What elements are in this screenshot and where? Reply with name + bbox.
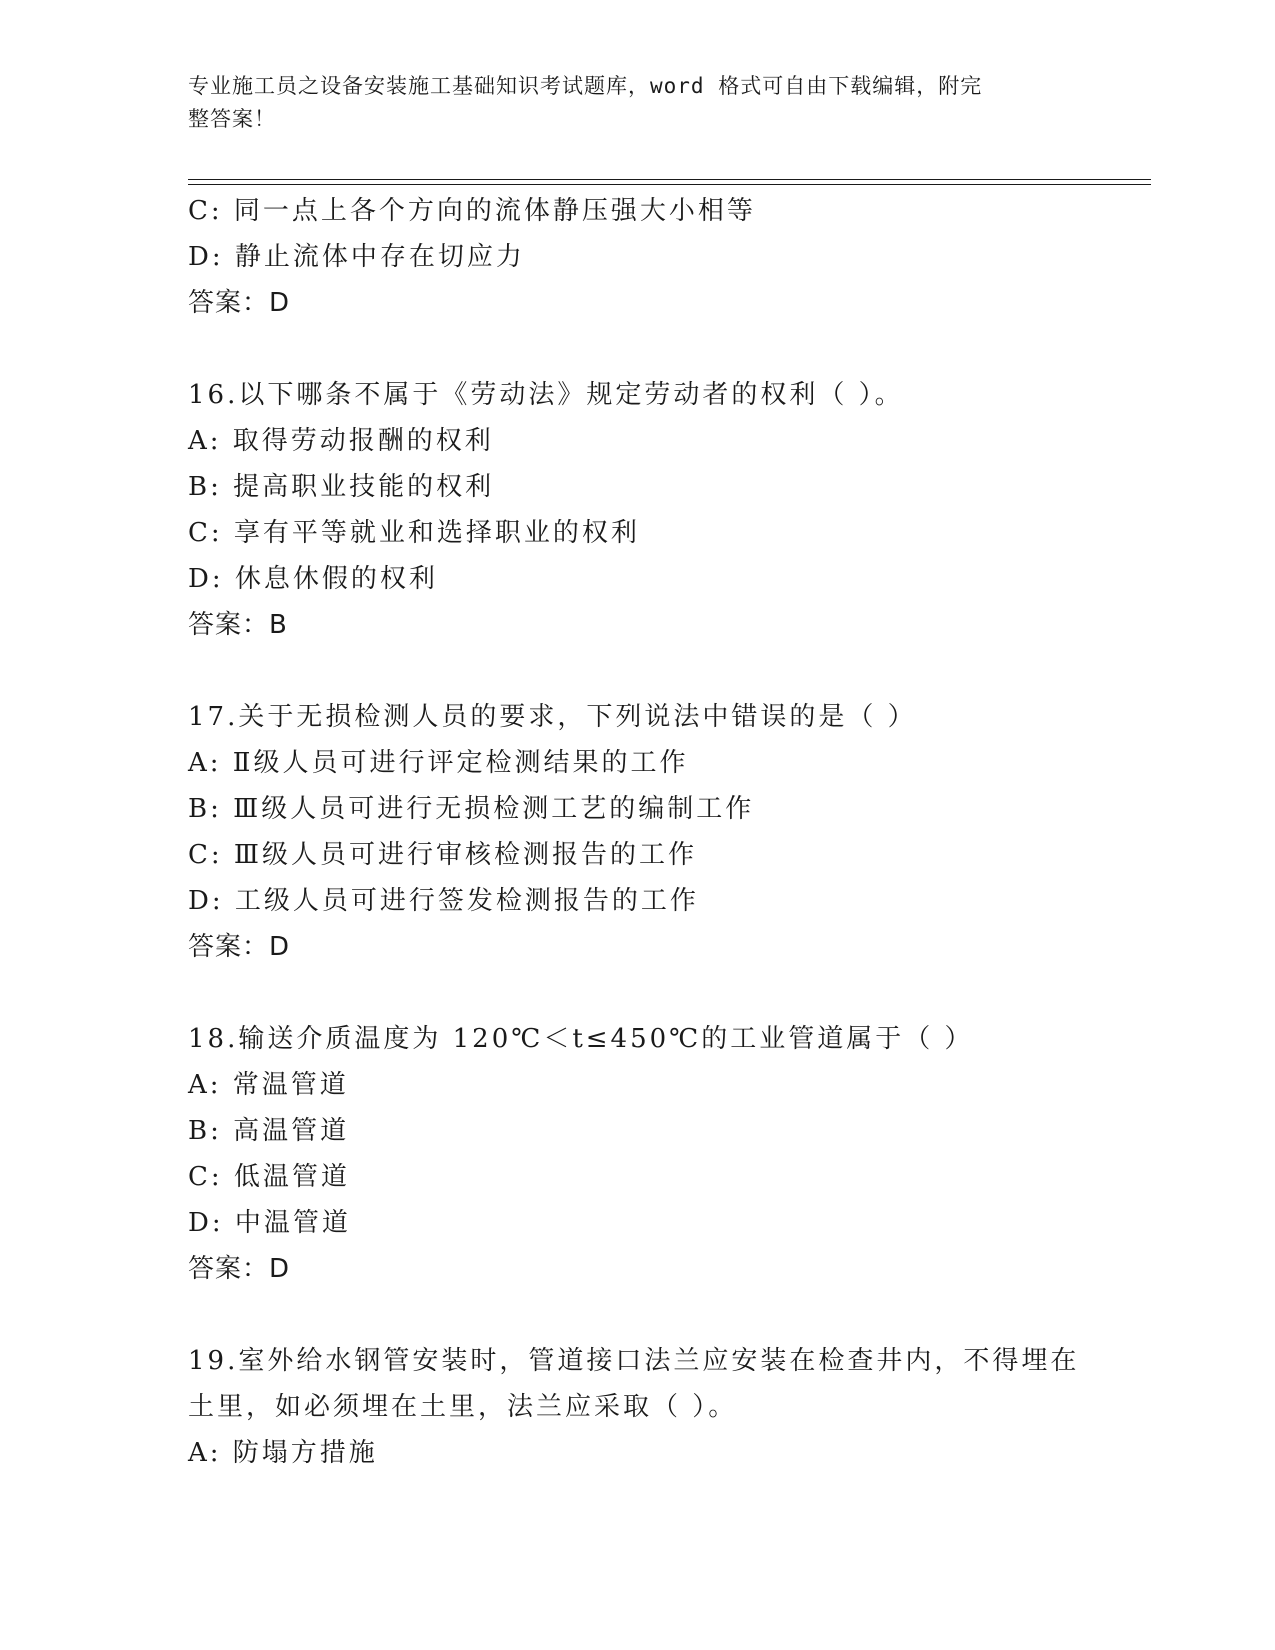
header-divider-bottom	[188, 184, 1151, 185]
q17-stem: 17.关于无损检测人员的要求，下列说法中错误的是（ ）	[188, 702, 917, 732]
q16-option-a: A: 取得劳动报酬的权利	[188, 426, 494, 456]
q18-option-d: D: 中温管道	[188, 1208, 351, 1238]
q18-answer: 答案：D	[188, 1254, 291, 1284]
q16-option-b: B: 提高职业技能的权利	[188, 472, 495, 502]
document-header	[188, 70, 1088, 136]
q17-option-d: D: 工级人员可进行签发检测报告的工作	[188, 886, 699, 916]
document-body	[188, 188, 1088, 1476]
q19-stem-line-2: 土里，如必须埋在土里，法兰应采取（ ）。	[188, 1392, 738, 1422]
q17-option-a: A: Ⅱ级人员可进行评定检测结果的工作	[188, 748, 689, 778]
header-divider-top	[188, 179, 1151, 180]
q16-option-c: C: 享有平等就业和选择职业的权利	[188, 518, 640, 548]
header-line-1: 专业施工员之设备安装施工基础知识考试题库，word 格式可自由下载编辑，附完	[188, 74, 983, 98]
q18-option-a: A: 常温管道	[188, 1070, 349, 1100]
q18-option-c: C: 低温管道	[188, 1162, 350, 1192]
question-19-block	[188, 1338, 1088, 1476]
q18-stem: 18.输送介质温度为 120℃＜t≤450℃的工业管道属于（ ）	[188, 1024, 974, 1054]
q15-option-c: C: 同一点上各个方向的流体静压强大小相等	[188, 196, 756, 226]
spacer	[188, 648, 1088, 694]
q17-option-b: B: Ⅲ级人员可进行无损检测工艺的编制工作	[188, 794, 755, 824]
header-line-2: 整答案！	[188, 107, 276, 131]
spacer	[188, 1292, 1088, 1338]
q15-answer: 答案：D	[188, 288, 291, 318]
question-15-block	[188, 188, 1088, 326]
q16-stem: 16.以下哪条不属于《劳动法》规定劳动者的权利（ ）。	[188, 380, 904, 410]
q17-answer: 答案：D	[188, 932, 291, 962]
q19-stem-line-1: 19.室外给水钢管安装时，管道接口法兰应安装在检查井内，不得埋在	[188, 1346, 1080, 1376]
q19-option-a: A: 防塌方措施	[188, 1438, 378, 1468]
q15-option-d: D: 静止流体中存在切应力	[188, 242, 525, 272]
q16-answer: 答案：B	[188, 610, 288, 640]
question-17-block	[188, 694, 1088, 970]
question-16-block	[188, 372, 1088, 648]
spacer	[188, 970, 1088, 1016]
q16-option-d: D: 休息休假的权利	[188, 564, 438, 594]
q18-option-b: B: 高温管道	[188, 1116, 350, 1146]
q17-option-c: C: Ⅲ级人员可进行审核检测报告的工作	[188, 840, 697, 870]
spacer	[188, 326, 1088, 372]
question-18-block	[188, 1016, 1088, 1292]
